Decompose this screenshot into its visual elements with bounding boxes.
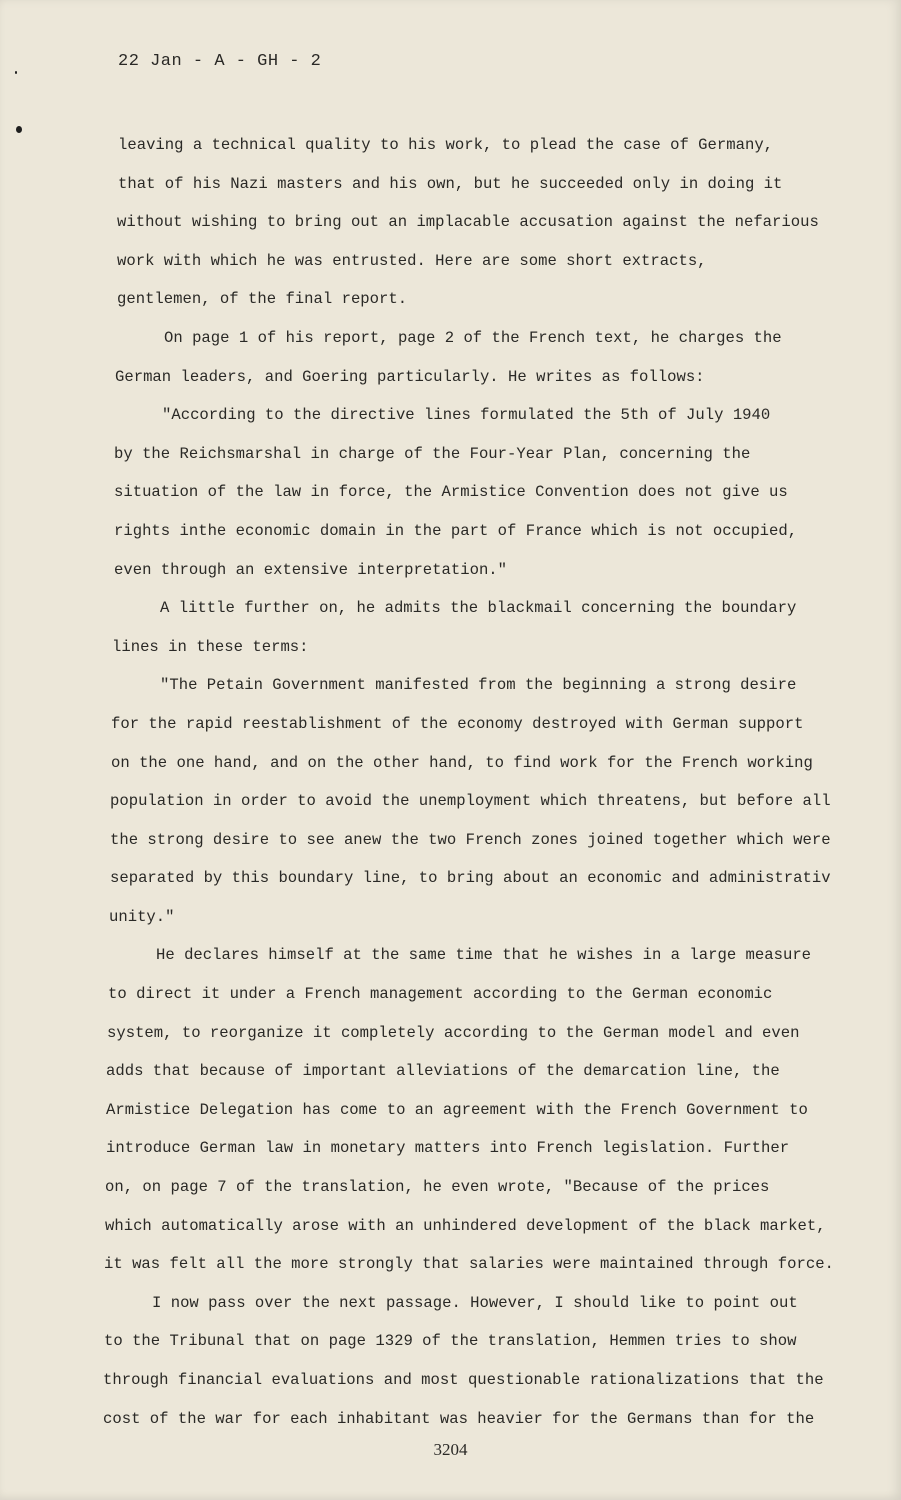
text-line: the strong desire to see anew the two French zones joined together which were — [110, 830, 831, 849]
paragraph-first-line: He declares himself at the same time that he wishes in a large measure — [156, 946, 812, 965]
text-line: through financial evaluations and most questionable rationalizations that the — [103, 1371, 824, 1389]
text-line: without wishing to bring out an implacable accusation against the nefarious — [117, 213, 819, 232]
text-line: on, on page 7 of the translation, he even wrote, "Because of the prices — [105, 1178, 770, 1197]
page-header: 22 Jan - A - GH - 2 — [118, 52, 322, 71]
text-line: system, to reorganize it completely according to the German model and even — [107, 1023, 800, 1042]
text-line: adds that because of important alleviations of the demarcation line, the — [106, 1062, 780, 1081]
text-line: work with which he was entrusted. Here are some short extracts, — [117, 251, 707, 270]
paragraph-first-line: I now pass over the next passage. However, I should like to point out — [152, 1293, 798, 1312]
quote-first-line: "According to the directive lines formulated the 5th of July 1940 — [162, 406, 771, 425]
text-line: unity." — [109, 907, 175, 926]
text-line: it was felt all the more strongly that salaries were maintained through force. — [104, 1255, 834, 1274]
paragraph-first-line: On page 1 of his report, page 2 of the French text, he charges the — [164, 328, 782, 347]
paragraph-first-line: A little further on, he admits the blackmail concerning the boundary — [160, 599, 797, 618]
text-line: to direct it under a French management according to the German economic — [108, 985, 773, 1004]
margin-dot-mark — [16, 126, 22, 133]
text-line: situation of the law in force, the Armistice Convention does not give us — [114, 483, 788, 502]
text-line: to the Tribunal that on page 1329 of the translation, Hemmen tries to show — [104, 1332, 797, 1351]
quote-first-line: "The Petain Government manifested from the beginning a strong desire — [160, 676, 797, 695]
page-number: 3204 — [433, 1440, 468, 1459]
text-line: gentlemen, of the final report. — [117, 290, 408, 309]
text-line: population in order to avoid the unemployment which threatens, but before all — [110, 792, 831, 811]
text-line: introduce German law in monetary matters into French legislation. Further — [106, 1139, 790, 1158]
text-line: which automatically arose with an unhindered development of the black market, — [105, 1216, 826, 1235]
text-line: that of his Nazi masters and his own, but he succeeded only in doing it — [118, 174, 783, 193]
margin-tick-mark — [15, 71, 17, 74]
text-line: by the Reichsmarshal in charge of the Four-Year Plan, concerning the — [114, 444, 751, 463]
text-line: even through an extensive interpretation." — [114, 560, 508, 579]
text-line: German leaders, and Goering particularly. He writes as follows: — [115, 367, 705, 386]
text-line: on the one hand, and on the other hand, to find work for the French working — [111, 753, 813, 772]
text-line: lines in these terms: — [112, 637, 309, 656]
body-text — [100, 126, 860, 1438]
text-line: separated by this boundary line, to bring about an economic and administrativ — [110, 869, 831, 888]
text-line: cost of the war for each inhabitant was heavier for the Germans than for the — [103, 1409, 815, 1428]
text-line: leaving a technical quality to his work, to plead the case of Germany, — [118, 136, 774, 154]
text-line: for the rapid reestablishment of the economy destroyed with German support — [111, 714, 804, 733]
text-line: rights inthe economic domain in the part of France which is not occupied, — [114, 521, 798, 540]
text-line: Armistice Delegation has come to an agreement with the French Government to — [106, 1100, 808, 1119]
